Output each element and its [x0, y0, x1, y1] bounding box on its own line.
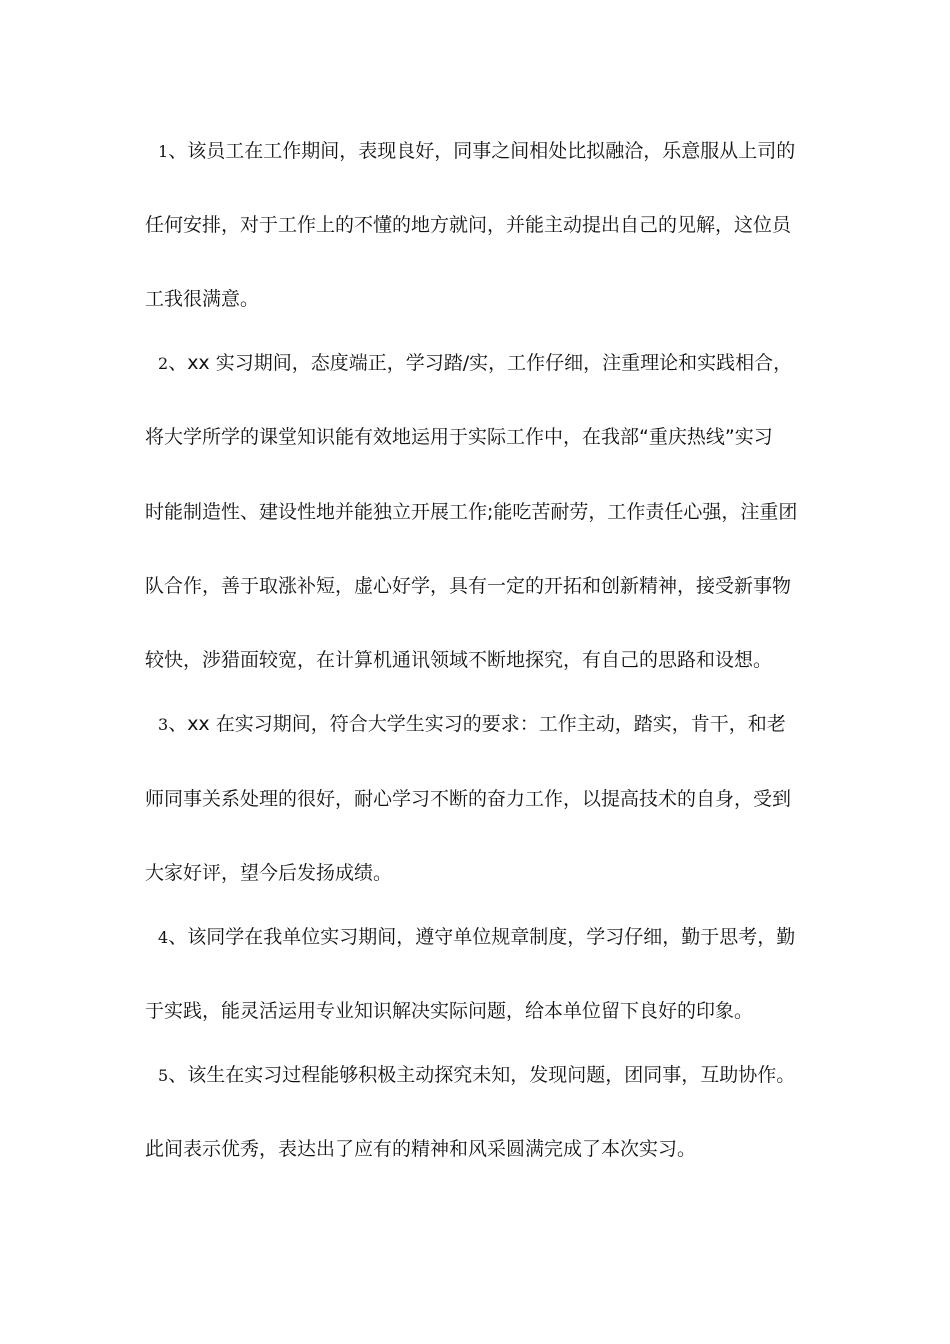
paragraph-3-line-2: 师同事关系处理的很好，耐心学习不断的奋力工作，以提高技术的自身，受到	[145, 788, 792, 810]
paragraph-2-line-3: 时能制造性、建设性地并能独立开展工作;能吃苦耐劳，工作责任心强，注重团	[145, 501, 798, 523]
paragraph-2-line-1	[158, 343, 838, 383]
paragraph-5-line-1	[158, 1055, 838, 1095]
paragraph-2-number: 2	[158, 354, 169, 373]
paragraph-4-text: 、该同学在我单位实习期间，遵守单位规章制度，学习仔细，勤于思考，勤	[168, 926, 796, 948]
paragraph-4-line-2: 于实践，能灵活运用专业知识解决实际问题，给本单位留下良好的印象。	[145, 1000, 754, 1022]
paragraph-2-text: 、xx 实习期间，态度端正，学习踏/实，工作仔细，注重理论和实践相合，	[168, 352, 793, 374]
paragraph-2-line-4: 队合作，善于取涨补短，虚心好学，具有一定的开拓和创新精神，接受新事物	[145, 575, 792, 597]
paragraph-4-number: 4	[158, 928, 169, 947]
paragraph-5-line-2: 此间表示优秀，表达出了应有的精神和风采圆满完成了本次实习。	[145, 1138, 697, 1160]
paragraph-1-line-3: 工我很满意。	[145, 288, 260, 310]
paragraph-5-text: 、该生在实习过程能够积极主动探究未知，发现问题，团同事，互助协作。	[168, 1064, 796, 1086]
paragraph-2-line-5: 较快，涉猎面较宽，在计算机通讯领域不断地探究，有自己的思路和设想。	[145, 649, 773, 671]
paragraph-1-text: 、该员工在工作期间，表现良好，同事之间相处比拟融洽，乐意服从上司的	[168, 140, 796, 162]
paragraph-1-number: 1	[158, 142, 169, 161]
paragraph-3-line-3: 大家好评，望今后发扬成绩。	[145, 862, 393, 884]
paragraph-4-line-1	[158, 917, 838, 957]
paragraph-3-line-1	[158, 704, 838, 744]
paragraph-3-number: 3	[158, 715, 169, 734]
paragraph-2-line-2: 将大学所学的课堂知识能有效地运用于实际工作中，在我部“重庆热线”实习	[145, 426, 773, 448]
paragraph-1-line-1	[158, 131, 838, 171]
paragraph-5-number: 5	[158, 1066, 169, 1085]
paragraph-3-text: 、xx 在实习期间，符合大学生实习的要求：工作主动，踏实，肯干，和老	[168, 713, 786, 735]
paragraph-1-line-2: 任何安排，对于工作上的不懂的地方就问，并能主动提出自己的见解，这位员	[145, 214, 792, 236]
